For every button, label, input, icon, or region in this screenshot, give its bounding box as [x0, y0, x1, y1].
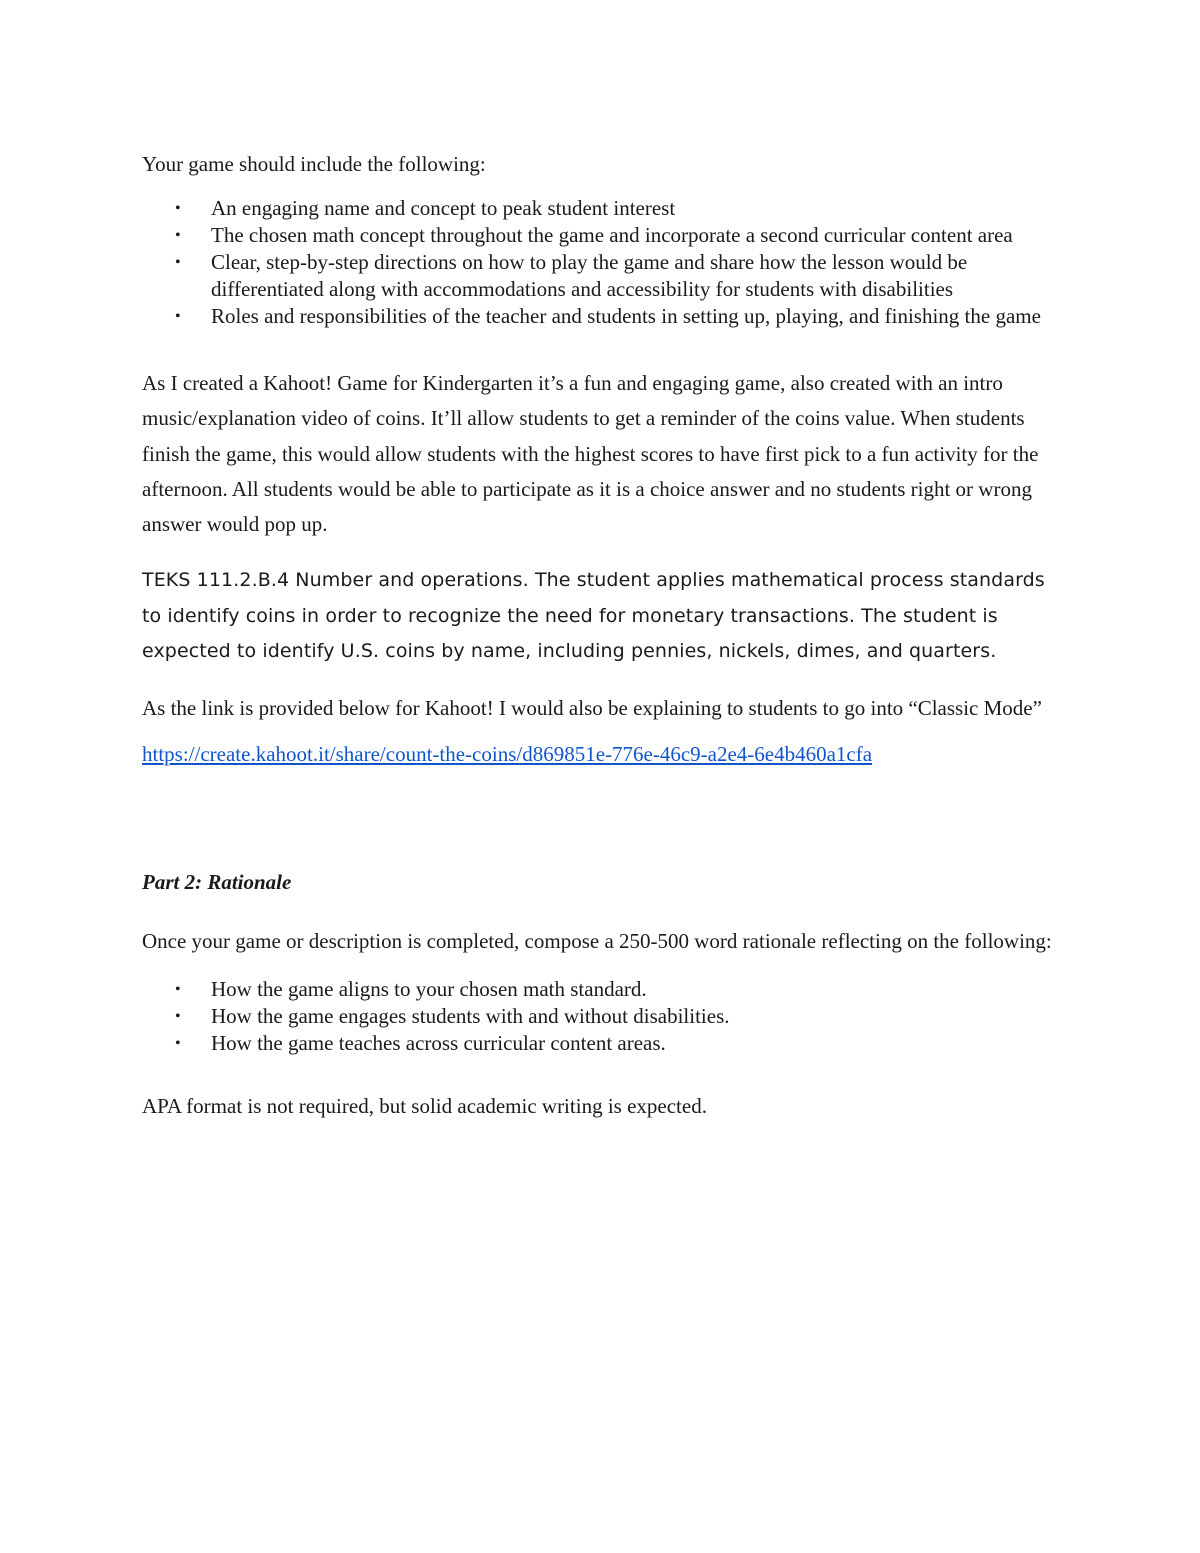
- bullet-icon: •: [175, 254, 181, 271]
- link-intro: As the link is provided below for Kahoot! I would also be explaining to students to go into “Classic Mode”: [142, 696, 1042, 721]
- kahoot-description: As I created a Kahoot! Game for Kindergarten it’s a fun and engaging game, also created with an intro music/explanation video of coins. It’ll allow students to get a reminder of the coins value. When students finish the game, this would allow students with the highest scores to have first pick to a fun activity for the afternoon. All students would be able to participate as it is a choice answer and no students right or wrong answer would pop up.: [142, 371, 1039, 537]
- requirements-list: [142, 195, 1062, 330]
- bullet-icon: •: [175, 308, 181, 325]
- kahoot-link[interactable]: https://create.kahoot.it/share/count-the-coins/d869851e-776e-46c9-a2e4-6e4b460a1cfa: [142, 741, 873, 766]
- list-item: • The chosen math concept throughout the game and incorporate a second curricular content area: [175, 223, 1013, 247]
- document-page: [142, 148, 1062, 1120]
- bullet-icon: •: [175, 227, 181, 244]
- list-item: • Roles and responsibilities of the teacher and students in setting up, playing, and finishing the game: [175, 304, 1041, 328]
- part2-intro: Once your game or description is completed, compose a 250-500 word rationale reflecting on the following:: [142, 928, 1052, 953]
- part2-heading: Part 2: Rationale: [142, 869, 292, 894]
- list-item: • Clear, step-by-step directions on how to play the game and share how the lesson would be differentiated along with accommodations and accessibility for students with disabilities: [175, 250, 968, 301]
- teks-standard: TEKS 111.2.B.4 Number and operations. The student applies mathematical process standards to identify coins in order to recognize the need for monetary transactions. The student is expected to identify U.S. coins by name, including pennies, nickels, dimes, and quarters.: [142, 569, 1045, 663]
- list-item: • How the game aligns to your chosen math standard.: [175, 976, 647, 1001]
- rationale-list: [142, 976, 1062, 1057]
- bullet-icon: •: [175, 1007, 181, 1025]
- list-item: • How the game teaches across curricular content areas.: [175, 1030, 666, 1055]
- list-item: • How the game engages students with and without disabilities.: [175, 1003, 730, 1028]
- requirements-intro: Your game should include the following:: [142, 152, 486, 176]
- bullet-icon: •: [175, 1034, 181, 1052]
- bullet-icon: •: [175, 980, 181, 998]
- bullet-icon: •: [175, 200, 181, 217]
- closing-note: APA format is not required, but solid academic writing is expected.: [142, 1093, 707, 1118]
- list-item: • An engaging name and concept to peak student interest: [175, 196, 676, 220]
